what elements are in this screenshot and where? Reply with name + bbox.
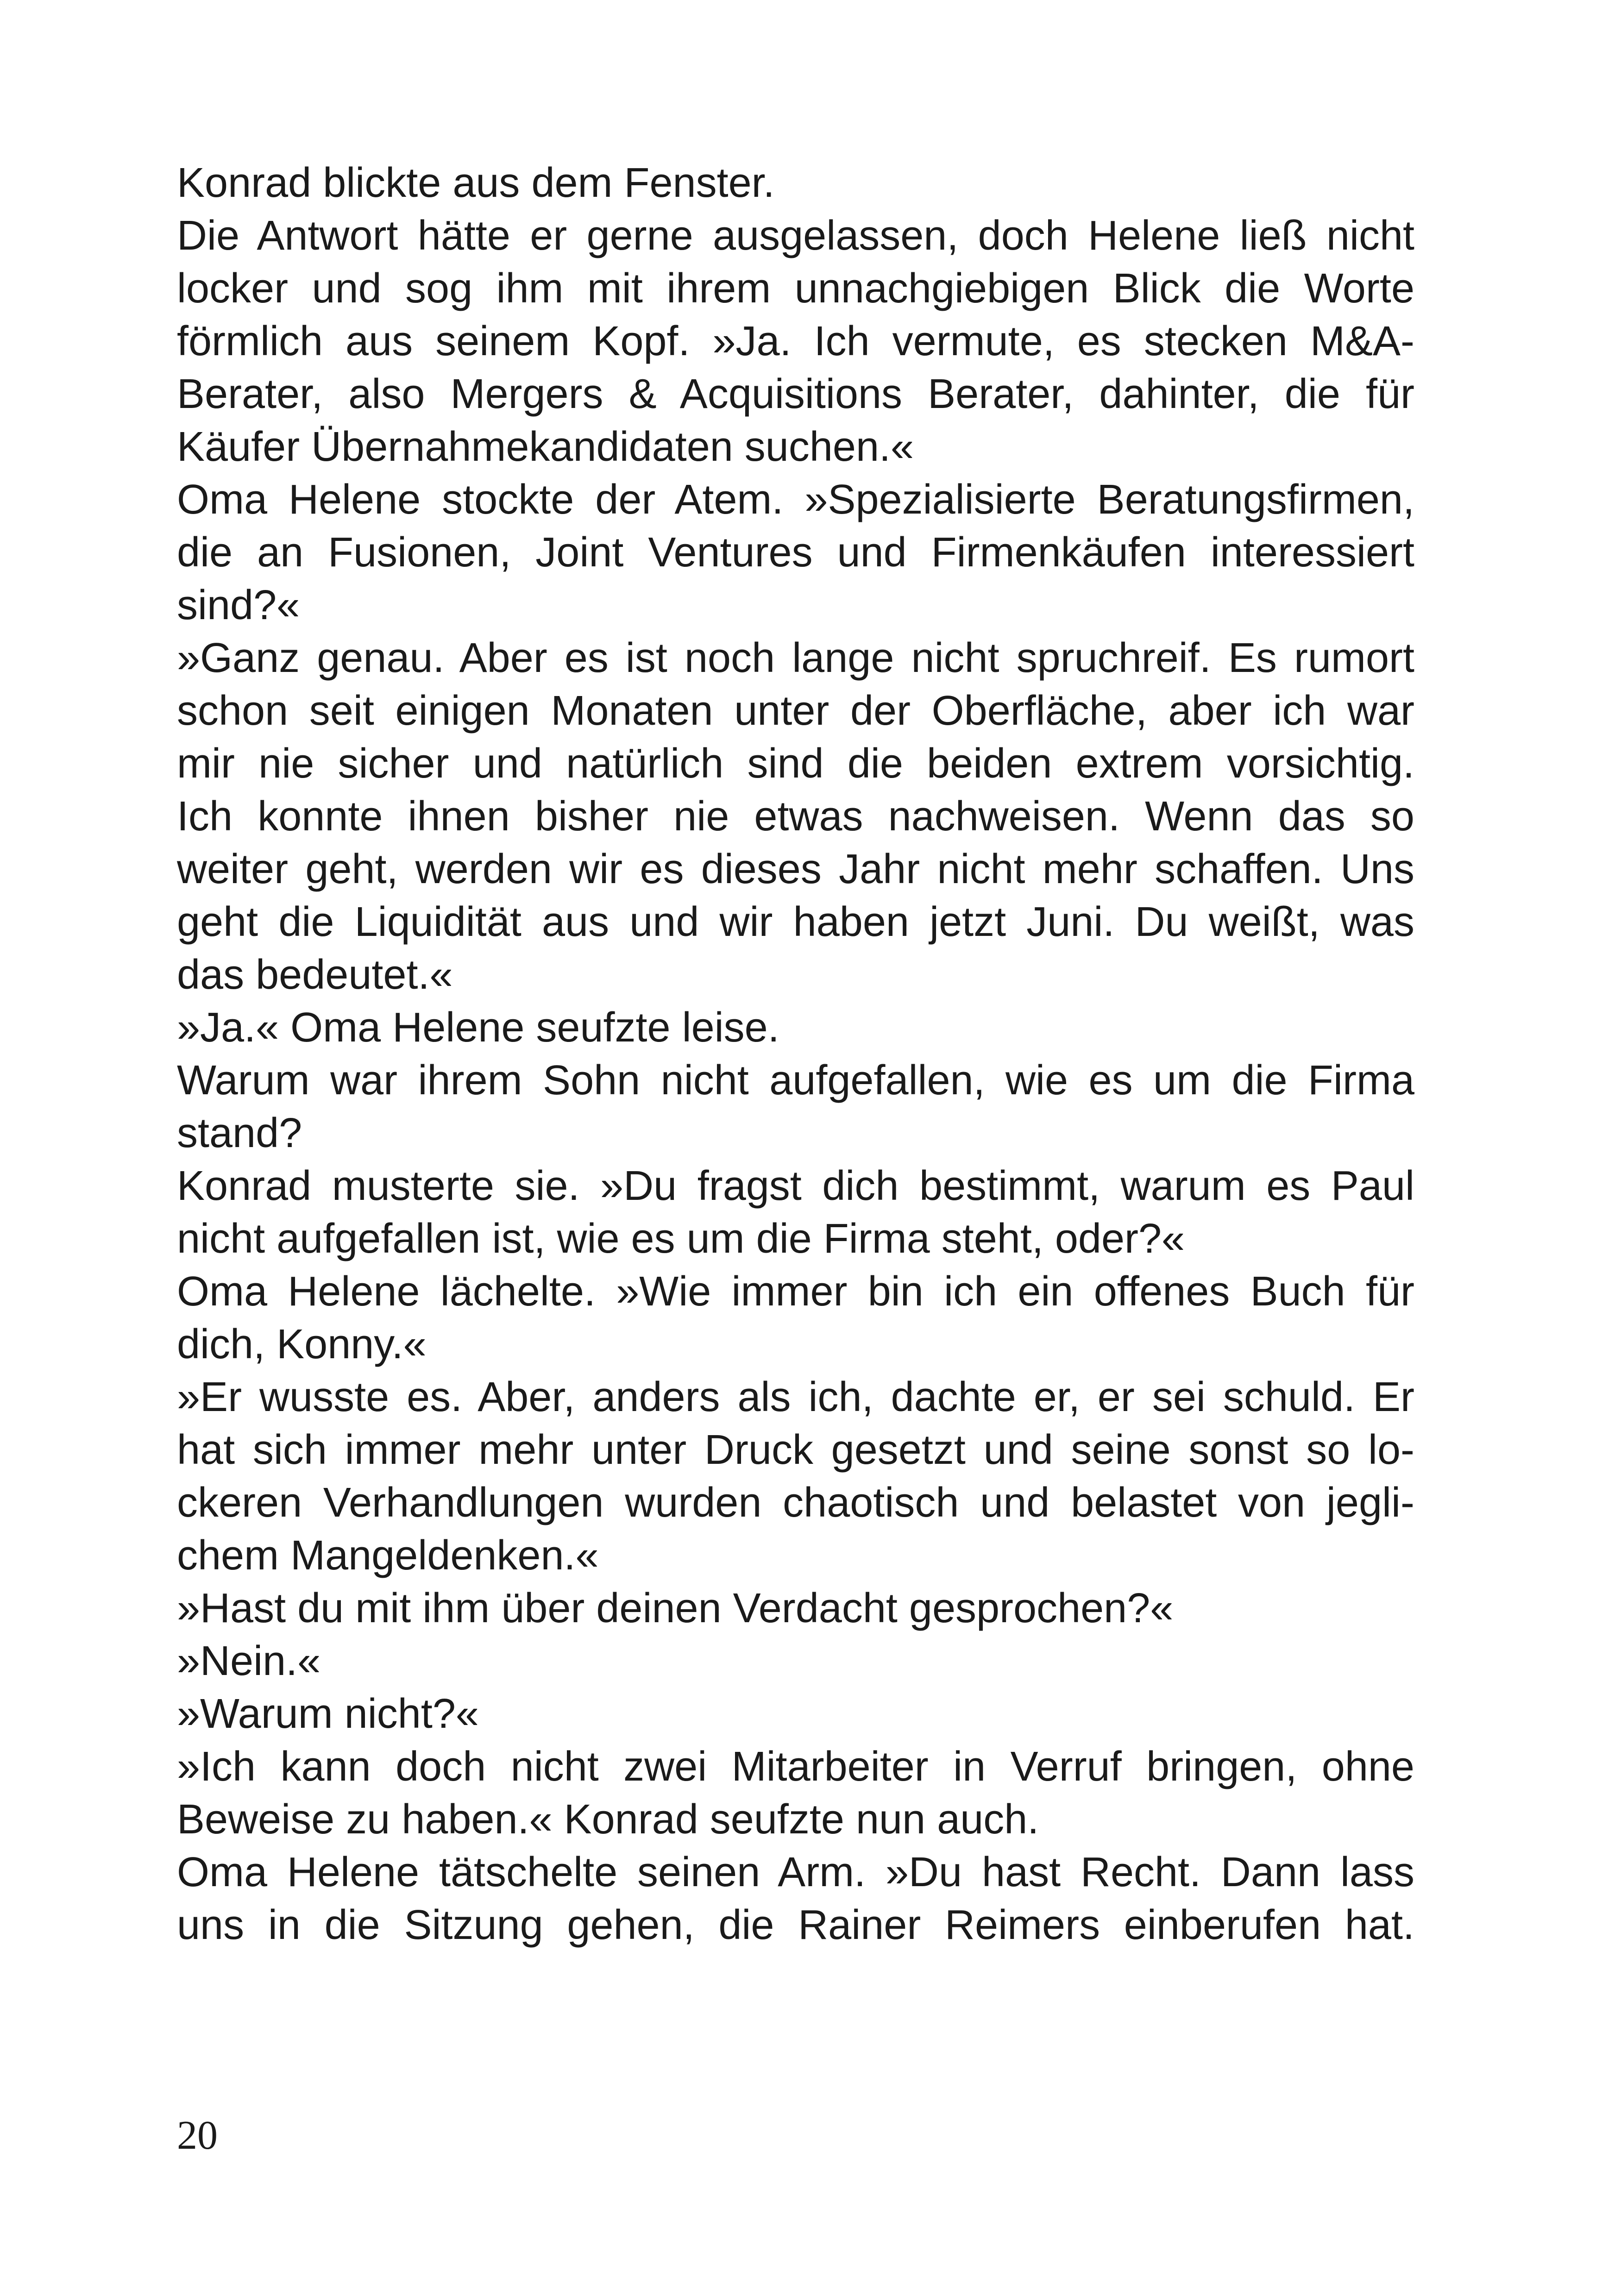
text-line: nicht aufgefallen ist, wie es um die Firma steht, oder?« xyxy=(177,1216,1185,1262)
text-line: »Er wusste es. Aber, anders als ich, dachte er, er sei schuld. Er xyxy=(177,1374,1414,1420)
text-line: Ich konnte ihnen bisher nie etwas nachweisen. Wenn das so xyxy=(177,793,1414,840)
text-line: »Warum nicht?« xyxy=(177,1691,479,1737)
text-line: chem Mangeldenken.« xyxy=(177,1532,599,1579)
text-line: schon seit einigen Monaten unter der Oberfläche, aber ich war xyxy=(177,688,1414,734)
text-line: »Ich kann doch nicht zwei Mitarbeiter in Verruf bringen, ohne xyxy=(177,1744,1414,1790)
text-line: »Hast du mit ihm über deinen Verdacht gesprochen?« xyxy=(177,1585,1174,1631)
text-line: Beweise zu haben.« Konrad seufzte nun auch. xyxy=(177,1796,1039,1843)
text-line: ckeren Verhandlungen wurden chaotisch und belastet von jegli- xyxy=(177,1480,1414,1526)
text-line: Die Antwort hätte er gerne ausgelassen, doch Helene ließ nicht xyxy=(177,213,1414,259)
text-line: »Nein.« xyxy=(177,1638,321,1684)
text-line: Berater, also Mergers & Acquisitions Berater, dahinter, die für xyxy=(177,371,1414,417)
text-line: »Ja.« Oma Helene seufzte leise. xyxy=(177,1004,779,1051)
text-line: Konrad musterte sie. »Du fragst dich bestimmt, warum es Paul xyxy=(177,1163,1414,1209)
text-line: Oma Helene tätschelte seinen Arm. »Du hast Recht. Dann lass xyxy=(177,1849,1414,1895)
text-line: sind?« xyxy=(177,582,300,628)
text-line: Oma Helene lächelte. »Wie immer bin ich ein offenes Buch für xyxy=(177,1268,1414,1315)
text-line: Oma Helene stockte der Atem. »Spezialisierte Beratungsfirmen, xyxy=(177,477,1414,523)
text-line: stand? xyxy=(177,1110,302,1156)
text-line: geht die Liquidität aus und wir haben jetzt Juni. Du weißt, was xyxy=(177,899,1414,945)
text-line: das bedeutet.« xyxy=(177,952,453,998)
text-line: förmlich aus seinem Kopf. »Ja. Ich vermute, es stecken M&A- xyxy=(177,318,1414,364)
text-line: Warum war ihrem Sohn nicht aufgefallen, wie es um die Firma xyxy=(177,1057,1414,1104)
text-line: mir nie sicher und natürlich sind die beiden extrem vorsichtig. xyxy=(177,740,1414,787)
text-line: Käufer Übernahmekandidaten suchen.« xyxy=(177,424,914,470)
text-line: hat sich immer mehr unter Druck gesetzt und seine sonst so lo- xyxy=(177,1427,1414,1473)
text-line: weiter geht, werden wir es dieses Jahr nicht mehr schaffen. Uns xyxy=(177,846,1414,892)
page-number: 20 xyxy=(177,2113,218,2158)
text-line: dich, Konny.« xyxy=(177,1321,427,1368)
text-line: »Ganz genau. Aber es ist noch lange nicht spruchreif. Es rumort xyxy=(177,635,1414,681)
body-text xyxy=(177,157,1414,1951)
text-line: Konrad blickte aus dem Fenster. xyxy=(177,160,775,206)
text-line: locker und sog ihm mit ihrem unnachgiebigen Blick die Worte xyxy=(177,265,1414,312)
text-line: die an Fusionen, Joint Ventures und Firmenkäufen interessiert xyxy=(177,529,1414,576)
text-line: uns in die Sitzung gehen, die Rainer Reimers einberufen hat. xyxy=(177,1902,1414,1948)
